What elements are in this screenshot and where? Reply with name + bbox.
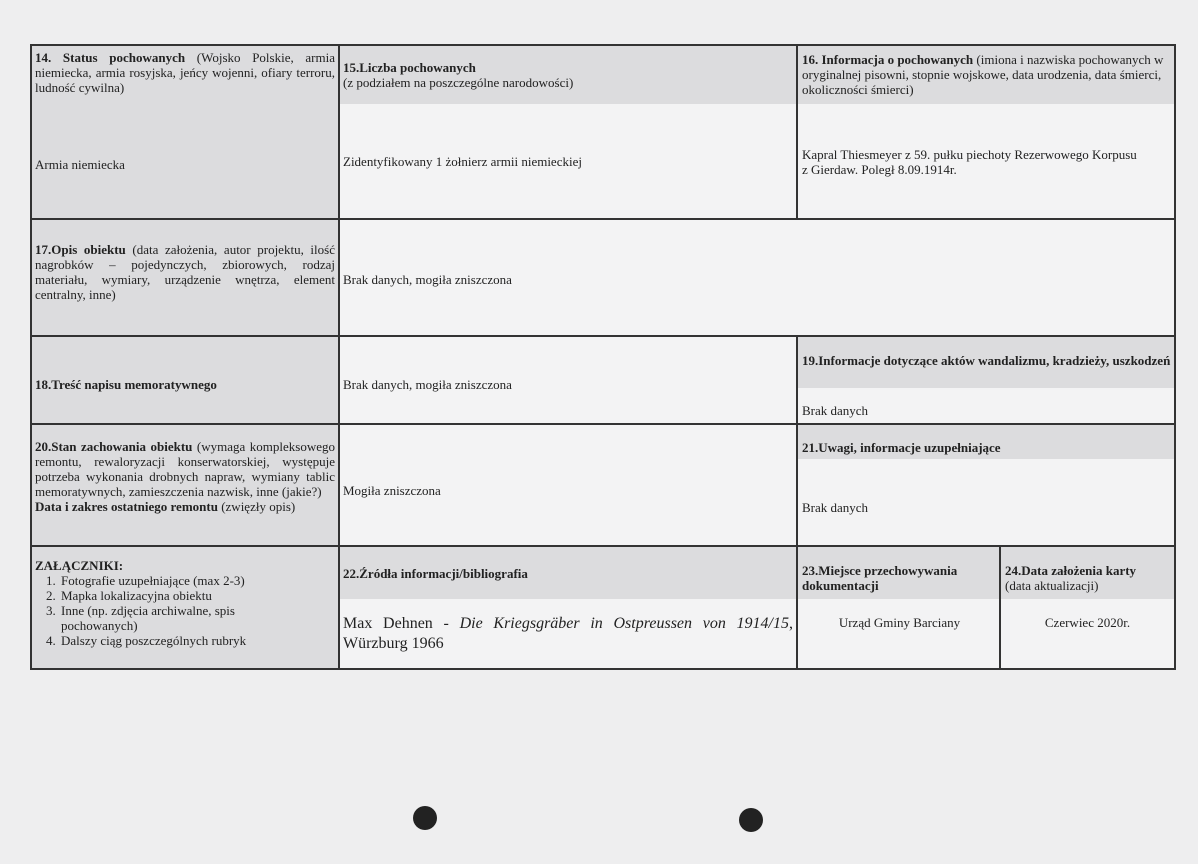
attachment-item: 2. Mapka lokalizacyjna obiektu xyxy=(59,588,335,603)
sec24-value: Czerwiec 2020r. xyxy=(1044,615,1131,630)
sec17-title: 17.Opis obiektu xyxy=(35,242,126,257)
sec22-work: Die Kriegsgräber in Ostpreussen von 1914/15 xyxy=(459,615,789,632)
attachment-item: 4. Dalszy ciąg poszczególnych rubryk xyxy=(59,633,335,648)
sec16-title: 16. Informacja o pochowanych xyxy=(802,52,974,67)
sec18-label xyxy=(35,377,335,392)
attachments-block xyxy=(35,558,335,648)
sec24-desc: (data aktualizacji) xyxy=(1005,578,1099,593)
sec24-label xyxy=(1005,563,1173,593)
sec22-author: Max Dehnen - xyxy=(343,615,460,632)
rule-row4 xyxy=(30,545,1176,547)
attachment-item: 1. Fotografie uzupełniające (max 2-3) xyxy=(59,573,335,588)
sec19-label xyxy=(802,353,1172,368)
sec22-rest: , Würzburg 1966 xyxy=(343,615,793,652)
attachments-title: ZAŁĄCZNIKI: xyxy=(35,558,124,573)
sec16-value: Kapral Thiesmeyer z 59. pułku piechoty Rezerwowego Korpusu z Gierdaw. Poległ 8.09.1914r. xyxy=(802,147,1137,177)
rule-col1 xyxy=(338,44,340,670)
binder-hole-left xyxy=(413,806,437,830)
sec23-value: Urząd Gminy Barciany xyxy=(838,615,961,630)
sec18-value: Brak danych, mogiła zniszczona xyxy=(343,377,512,392)
sec22-value xyxy=(343,614,793,654)
sec16-desc: (imiona i nazwiska pochowanych w oryginalnej pisowni, stopnie wojskowe, data urodzenia, data śmierci, okoliczności śmierci) xyxy=(802,52,1164,97)
sec23-title: 23.Miejsce przechowywania dokumentacji xyxy=(802,563,958,593)
rule-col3 xyxy=(999,545,1001,670)
sec20-title: 20.Stan zachowania obiektu xyxy=(35,439,193,454)
sec14-label xyxy=(35,50,335,95)
sec14-title: 14. Status pochowanych xyxy=(35,50,186,65)
rule-col2-mid xyxy=(796,335,798,670)
sec20-label xyxy=(35,439,335,514)
rule-row2 xyxy=(30,335,1176,337)
sec21-label xyxy=(802,440,1172,455)
sec18-title: 18.Treść napisu memoratywnego xyxy=(35,377,217,392)
sec23-label xyxy=(802,563,997,593)
sec20-desc: (wymaga kompleksowego remontu, rewaloryzacji konserwatorskiej, występuje potrzeba wykonania drobnych napraw, wymiany tablic memoratywnych, zamieszczenia nazwisk, inne (jakie?) xyxy=(35,439,335,499)
sec20-value: Mogiła zniszczona xyxy=(343,483,441,498)
sec19-title: 19.Informacje dotyczące aktów wandalizmu, kradzieży, uszkodzeń xyxy=(802,353,1171,368)
sec16-label xyxy=(802,52,1172,97)
sec24-title: 24.Data założenia karty xyxy=(1005,563,1137,578)
sec21-title: 21.Uwagi, informacje uzupełniające xyxy=(802,440,1001,455)
sec20-title2: Data i zakres ostatniego remontu xyxy=(35,499,218,514)
sec20-desc2: (zwięzły opis) xyxy=(217,499,296,514)
sec21-value: Brak danych xyxy=(802,500,869,515)
attachment-item: 3. Inne (np. zdjęcia archiwalne, spis pochowanych) xyxy=(59,603,335,633)
sec15-value: Zidentyfikowany 1 żołnierz armii niemieckiej xyxy=(343,154,582,169)
sec15-label xyxy=(343,60,793,90)
sec17-label xyxy=(35,242,335,302)
sec15-title: 15.Liczba pochowanych xyxy=(343,60,476,75)
sec17-value: Brak danych, mogiła zniszczona xyxy=(343,272,512,287)
sec19-value: Brak danych xyxy=(802,403,869,418)
sec17-desc: (data założenia, autor projektu, ilość nagrobków – pojedynczych, zbiorowych, rodzaj materiału, wymiary, urządzenie wnętrza, element centralny, inne) xyxy=(35,242,335,302)
attachments-list xyxy=(35,573,335,648)
sec14-desc: (Wojsko Polskie, armia niemiecka, armia rosyjska, jeńcy wojenni, ofiary terroru, ludność cywilna) xyxy=(35,50,335,95)
sec15-desc: (z podziałem na poszczególne narodowości) xyxy=(343,75,574,90)
rule-row1 xyxy=(30,218,1176,220)
sec22-title: 22.Źródła informacji/bibliografia xyxy=(343,566,528,581)
rule-row3 xyxy=(30,423,1176,425)
sec22-label xyxy=(343,566,793,581)
sec14-value: Armia niemiecka xyxy=(35,157,125,172)
rule-col2-top xyxy=(796,44,798,219)
binder-hole-right xyxy=(739,808,763,832)
